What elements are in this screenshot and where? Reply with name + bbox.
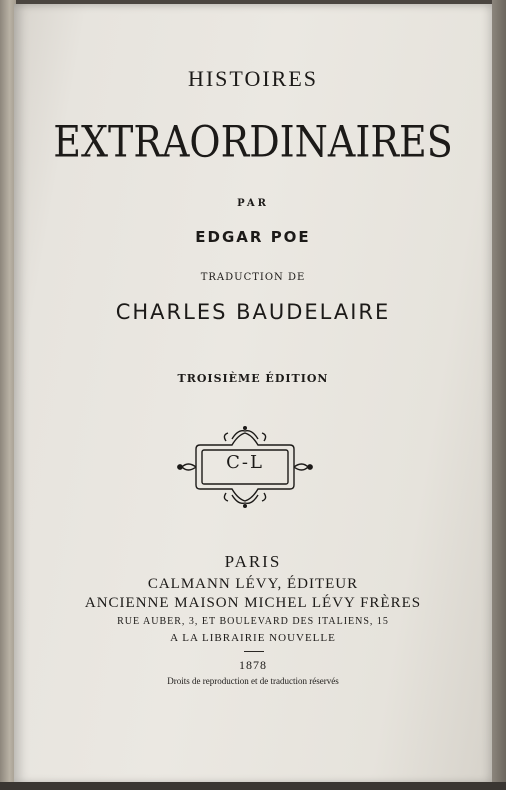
bottom-edge	[0, 782, 506, 790]
translation-label: TRADUCTION DE	[200, 272, 306, 283]
edition-label: TROISIÈME ÉDITION	[177, 372, 329, 385]
imprint-bookshop: A LA LIBRAIRIE NOUVELLE	[170, 632, 336, 644]
title-line-2: EXTRAORDINAIRES	[53, 117, 453, 167]
author-name: EDGAR POE	[195, 228, 311, 246]
imprint-year: 1878	[239, 658, 267, 672]
emblem-monogram: C-L	[226, 452, 264, 473]
by-label: PAR	[237, 198, 269, 209]
title-line-1: HISTOIRES	[187, 66, 319, 91]
imprint-city: PARIS	[224, 552, 282, 571]
rights-notice: Droits de reproduction et de traduction réservés	[167, 676, 339, 686]
imprint-former-house: ANCIENNE MAISON MICHEL LÉVY FRÈRES	[84, 595, 422, 611]
imprint-divider	[244, 651, 264, 652]
imprint-address: RUE AUBER, 3, ET BOULEVARD DES ITALIENS, 15	[117, 616, 389, 627]
translator-name: CHARLES BAUDELAIRE	[115, 300, 391, 324]
right-cover-edge	[492, 0, 506, 790]
imprint-publisher: CALMANN LÉVY, ÉDITEUR	[147, 576, 359, 592]
